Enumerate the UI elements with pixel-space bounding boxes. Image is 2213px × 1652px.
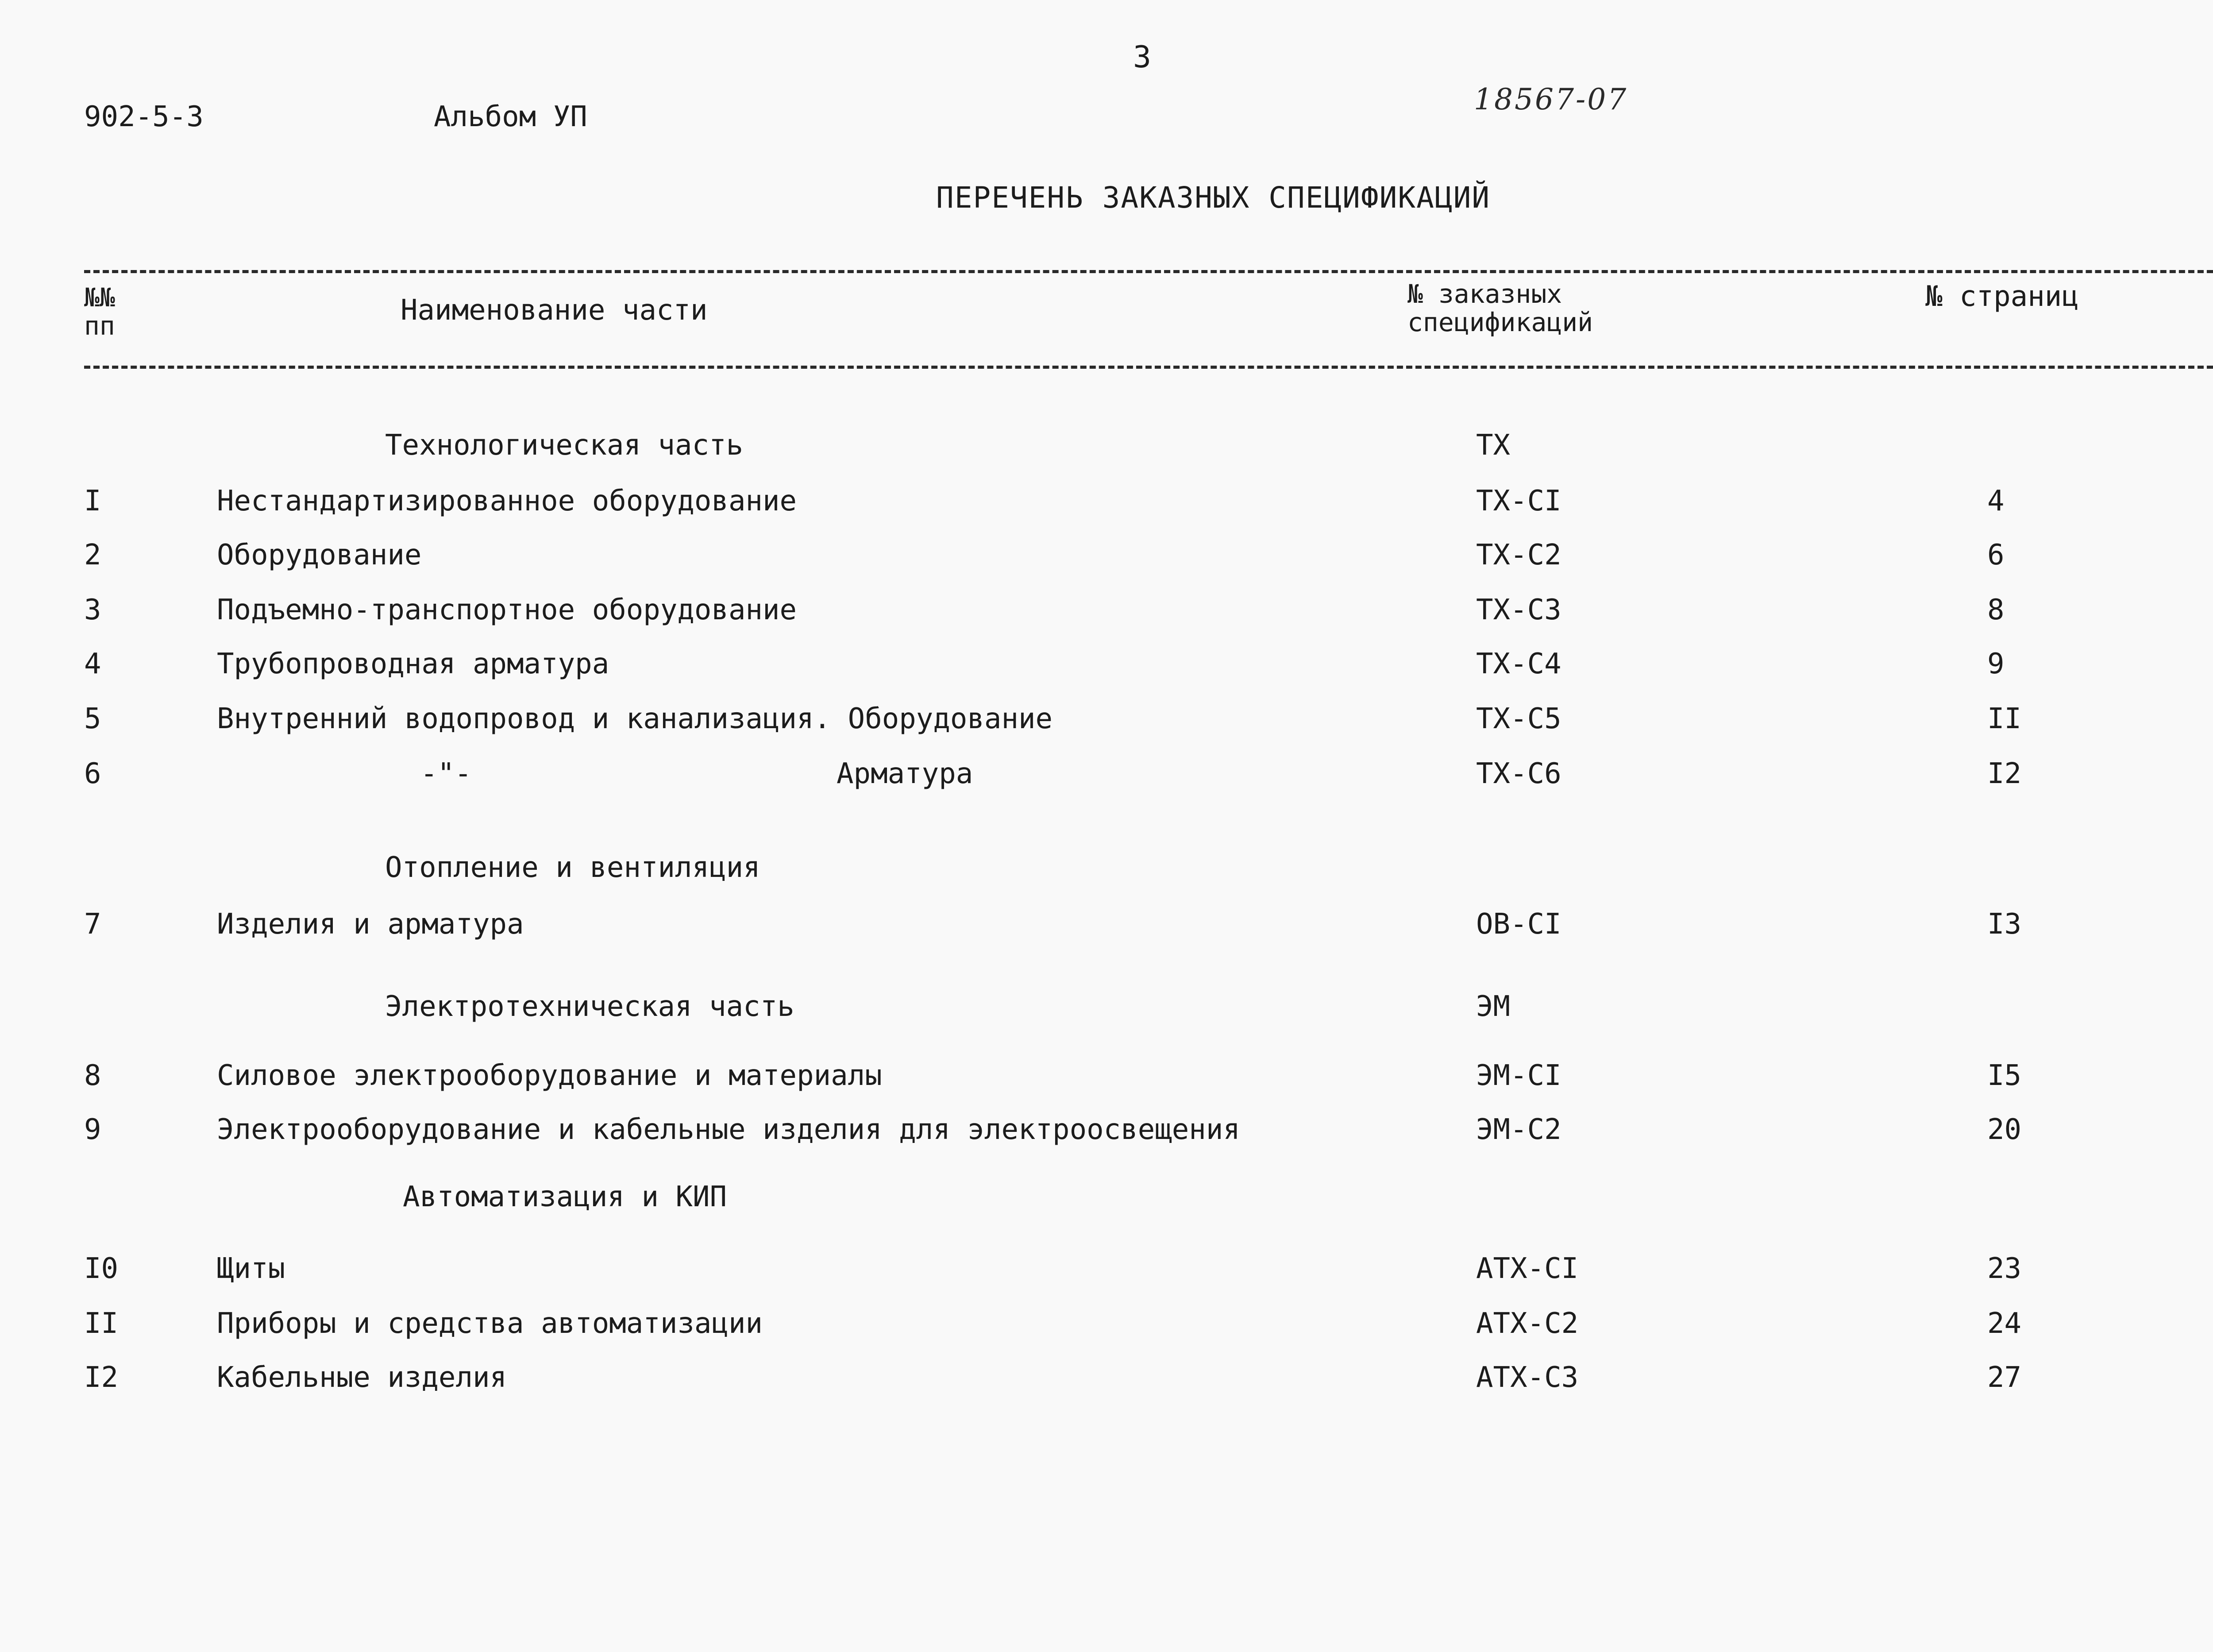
row-num: 3 xyxy=(84,594,101,626)
col-num-line1: №№ xyxy=(84,282,115,313)
col-name-header: Наименование части xyxy=(401,294,708,327)
row-spec: АТХ-С2 xyxy=(1476,1307,1579,1340)
row-spec: ТХ-С5 xyxy=(1476,702,1561,735)
row-name: Изделия и арматура xyxy=(217,908,524,941)
col-num-line2: пп xyxy=(84,311,115,341)
col-spec-line2: спецификаций xyxy=(1407,307,1593,337)
row-num: 2 xyxy=(84,539,101,571)
row-page: I3 xyxy=(1987,908,2022,941)
row-page: 4 xyxy=(1987,485,2005,517)
row-name: Электрооборудование и кабельные изделия для электроосвещения xyxy=(217,1113,1240,1146)
page-number: 3 xyxy=(1133,40,1151,75)
handwritten-number: 18567-07 xyxy=(1474,82,1628,116)
row-spec: ЭМ-С2 xyxy=(1476,1113,1561,1146)
album-label: Альбом УП xyxy=(434,100,587,133)
row-num: I2 xyxy=(84,1361,119,1394)
header-bottom-rule xyxy=(84,366,2213,369)
row-name: Нестандартизированное оборудование xyxy=(217,485,797,517)
row-page: 8 xyxy=(1987,594,2005,626)
row-num: 8 xyxy=(84,1059,101,1092)
row-spec: АТХ-СI xyxy=(1476,1252,1579,1285)
row-num: 5 xyxy=(84,702,101,735)
row-page: 6 xyxy=(1987,539,2005,571)
row-page: 23 xyxy=(1987,1252,2022,1285)
row-num: 6 xyxy=(84,757,101,790)
row-page: I2 xyxy=(1987,757,2022,790)
document-code: 902-5-3 xyxy=(84,100,204,133)
row-page: 27 xyxy=(1987,1361,2022,1394)
row-num: 9 xyxy=(84,1113,101,1146)
section-code-tech: ТХ xyxy=(1476,429,1511,462)
row-spec: ЭМ-СI xyxy=(1476,1059,1561,1092)
row-name: Трубопроводная арматура xyxy=(217,648,609,680)
row-spec: ТХ-С4 xyxy=(1476,648,1561,680)
row-spec: ТХ-С3 xyxy=(1476,594,1561,626)
section-title-electro: Электротехническая часть xyxy=(385,990,794,1023)
row-spec: ТХ-С6 xyxy=(1476,757,1561,790)
row-name: Подъемно-транспортное оборудование xyxy=(217,594,797,626)
col-pages-header: № страниц xyxy=(1925,280,2079,313)
section-title-auto: Автоматизация и КИП xyxy=(403,1181,727,1213)
row-name: Оборудование xyxy=(217,539,422,571)
row-name-extra: Арматура xyxy=(837,757,973,790)
row-num: 7 xyxy=(84,908,101,941)
section-title-tech: Технологическая часть xyxy=(385,429,744,462)
row-name: Кабельные изделия xyxy=(217,1361,507,1394)
row-spec: ТХ-СI xyxy=(1476,485,1561,517)
row-name: Приборы и средства автоматизации xyxy=(217,1307,763,1340)
page-title: ПЕРЕЧЕНЬ ЗАКАЗНЫХ СПЕЦИФИКАЦИЙ xyxy=(936,181,1491,215)
row-name: Внутренний водопровод и канализация. Оборудование xyxy=(217,702,1053,735)
row-page: 9 xyxy=(1987,648,2005,680)
row-spec: ОВ-СI xyxy=(1476,908,1561,941)
section-title-heating: Отопление и вентиляция xyxy=(385,851,760,884)
header-top-rule xyxy=(84,270,2213,273)
row-page: 20 xyxy=(1987,1113,2022,1146)
row-page: II xyxy=(1987,702,2022,735)
row-num: I xyxy=(84,485,101,517)
row-num: I0 xyxy=(84,1252,119,1285)
row-page: I5 xyxy=(1987,1059,2022,1092)
row-name: Силовое электрооборудование и материалы xyxy=(217,1059,882,1092)
row-spec: ТХ-С2 xyxy=(1476,539,1561,571)
row-name: Щиты xyxy=(217,1252,285,1285)
row-num: 4 xyxy=(84,648,101,680)
row-name-ditto: -"- xyxy=(420,757,472,790)
col-spec-line1: № заказных xyxy=(1407,279,1562,309)
row-page: 24 xyxy=(1987,1307,2022,1340)
row-num: II xyxy=(84,1307,119,1340)
section-code-electro: ЭМ xyxy=(1476,990,1511,1023)
row-spec: АТХ-С3 xyxy=(1476,1361,1579,1394)
